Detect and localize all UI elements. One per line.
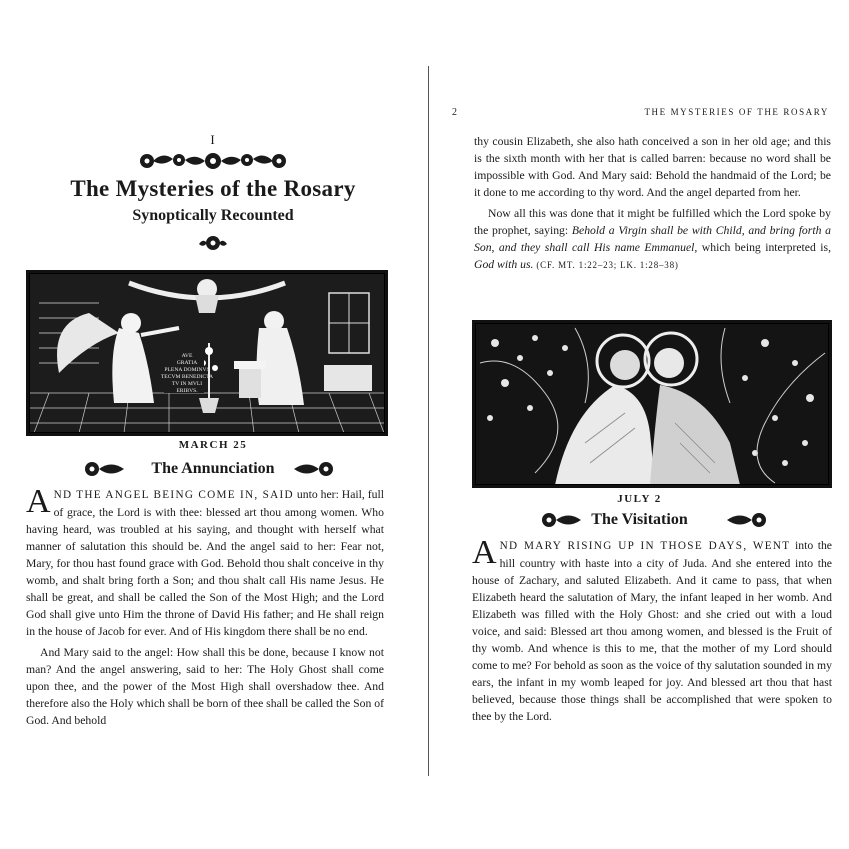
paragraph-text: which being interpreted is, [701, 241, 831, 254]
inscription-line: PLENA DOMINVS [164, 367, 210, 373]
annunciation-text [26, 483, 384, 729]
inscription-line: ERIBVS. [176, 388, 198, 394]
paragraph-text: into the hill country with haste into a city of Juda. And she entered into the house of Zachary, and saluted Elizabeth. And it came to pass, that when Elizabeth heard the salutation of Mary, the infant leaped in her womb. And Elizabeth was filled with the Holy Ghost: and she cried out with a loud voice, and said: Blessed art thou among women, and blessed is the Fruit of thy womb. And whence is this to me, that the mother of my Lord should come to me? For behold as soon as the voice of thy salutation sounded in my ears, the infant in my womb leaped for joy. And blessed art thou that hast believed, because those things shall be accomplished that were spoken to thee by the Lord. [472, 539, 832, 723]
visitation-engraving [472, 320, 832, 488]
rose-flourish-icon [133, 147, 293, 175]
drop-cap: A [472, 534, 497, 571]
inscription-line: TECVM BENEDICTA [160, 374, 214, 380]
page-number: 2 [452, 107, 457, 118]
scripture-quote: God with us. [474, 258, 534, 271]
rose-icon [197, 232, 229, 254]
paragraph-text: And Mary said to the angel: How shall this be done, because I know not man? And the angel answering, said to her: The Holy Ghost shall come upon thee, and the power of the Most High shall overshadow thee. And therefore also the Holy which shall be born of thee shall be called the Son of God. And behold [26, 646, 384, 727]
annunciation-engraving [26, 270, 388, 436]
inscription-line: AVE [181, 353, 193, 359]
inscription-line: TV IN MVLI [171, 381, 203, 387]
paragraph-text: unto her: Hail, full of grace, the Lord is with thee: blessed art thou among women. Who having heard, was troubled at his saying, and thought with herself what manner of salutation this should be. And the angel said to her: Fear not, Mary, for thou hast found grace with God. Behold thou shalt conceive in thy womb, and shalt bring forth a Son; and thou shalt call His name Jesus. He shall be great, and shall be called the Son of the Most High; and the Lord God shall give unto Him the throne of David His father; and He shall reign in the house of Jacob for ever. And of His kingdom there shall be no end. [26, 488, 384, 638]
paragraph-text: Now all this was done that it might be fulfilled which the Lord spoke by the prophet, saying: [474, 207, 831, 237]
feast-date: JULY 2 [617, 493, 662, 505]
opening-words: ND THE ANGEL BEING COME IN, SAID [53, 489, 294, 501]
feast-date: MARCH 25 [178, 439, 248, 451]
rose-icon [723, 507, 773, 533]
book-subtitle: Synoptically Recounted [132, 207, 294, 224]
visitation-text [472, 534, 832, 725]
rose-icon [290, 456, 340, 482]
mystery-heading: The Annunciation [151, 460, 275, 477]
paragraph-text: thy cousin Elizabeth, she also hath conceived a son in her old age; and this is the sixth month with her that is called barren: because no word shall be impossible with God. And Mary said: Behold the handmaid of the Lord; be it done to me according to thy word. And the angel departed from her. [474, 135, 831, 199]
book-title: The Mysteries of the Rosary [70, 176, 356, 201]
annunciation-text-continued [474, 133, 831, 274]
running-head: THE MYSTERIES OF THE ROSARY [644, 107, 829, 117]
inscription-line: GRATIA [176, 360, 198, 366]
opening-words: ND MARY RISING UP IN THOSE DAYS, WENT [499, 540, 791, 552]
scripture-reference: (CF. MT. 1:22–23; LK. 1:28–38) [536, 260, 679, 270]
page-gutter [428, 66, 429, 776]
scripture-quote: Behold a Virgin shall be with Child, and bring forth a Son, and they shall call His name Emmanuel, [474, 224, 831, 254]
mystery-heading: The Visitation [591, 511, 688, 528]
chapter-numeral: I [210, 132, 216, 147]
drop-cap: A [26, 483, 51, 520]
